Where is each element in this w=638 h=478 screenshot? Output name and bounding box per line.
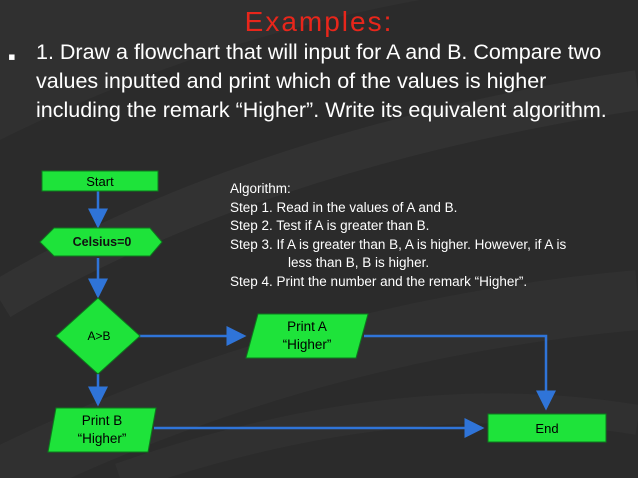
algorithm-step-4: Step 4. Print the number and the remark “Higher”. [230,273,528,289]
algorithm-step-2: Step 2. Test if A is greater than B. [230,218,430,233]
print-a-label-line2: “Higher” [282,337,332,352]
task-description: 1. Draw a flowchart that will input for A and B. Compare two values inputted and print which of the values is higher including the remark “Higher”. Write its equivalent algorithm. [36,40,607,122]
print-b-label-line2: “Higher” [77,431,127,446]
init-label: Celsius=0 [72,235,132,249]
algorithm-step-3: Step 3. If A is greater than B, A is higher. However, if A is [230,236,567,252]
end-label: End [535,420,559,436]
algorithm-block [230,180,638,291]
print-b-label [52,410,152,450]
arrow-print-a-to-end [364,336,546,408]
print-a-label-line1: Print A [287,319,327,334]
start-label: Start [86,173,114,189]
bullet-icon: ▪ [8,44,16,69]
algorithm-heading: Algorithm: [230,181,291,196]
slide-title: Examples: [244,6,394,37]
print-a-label [252,316,362,356]
algorithm-step-3-cont: less than B, B is higher. [288,255,430,270]
print-b-label-line1: Print B [81,413,123,428]
algorithm-step-1: Step 1. Read in the values of A and B. [230,199,458,215]
decision-label: A>B [87,329,111,343]
